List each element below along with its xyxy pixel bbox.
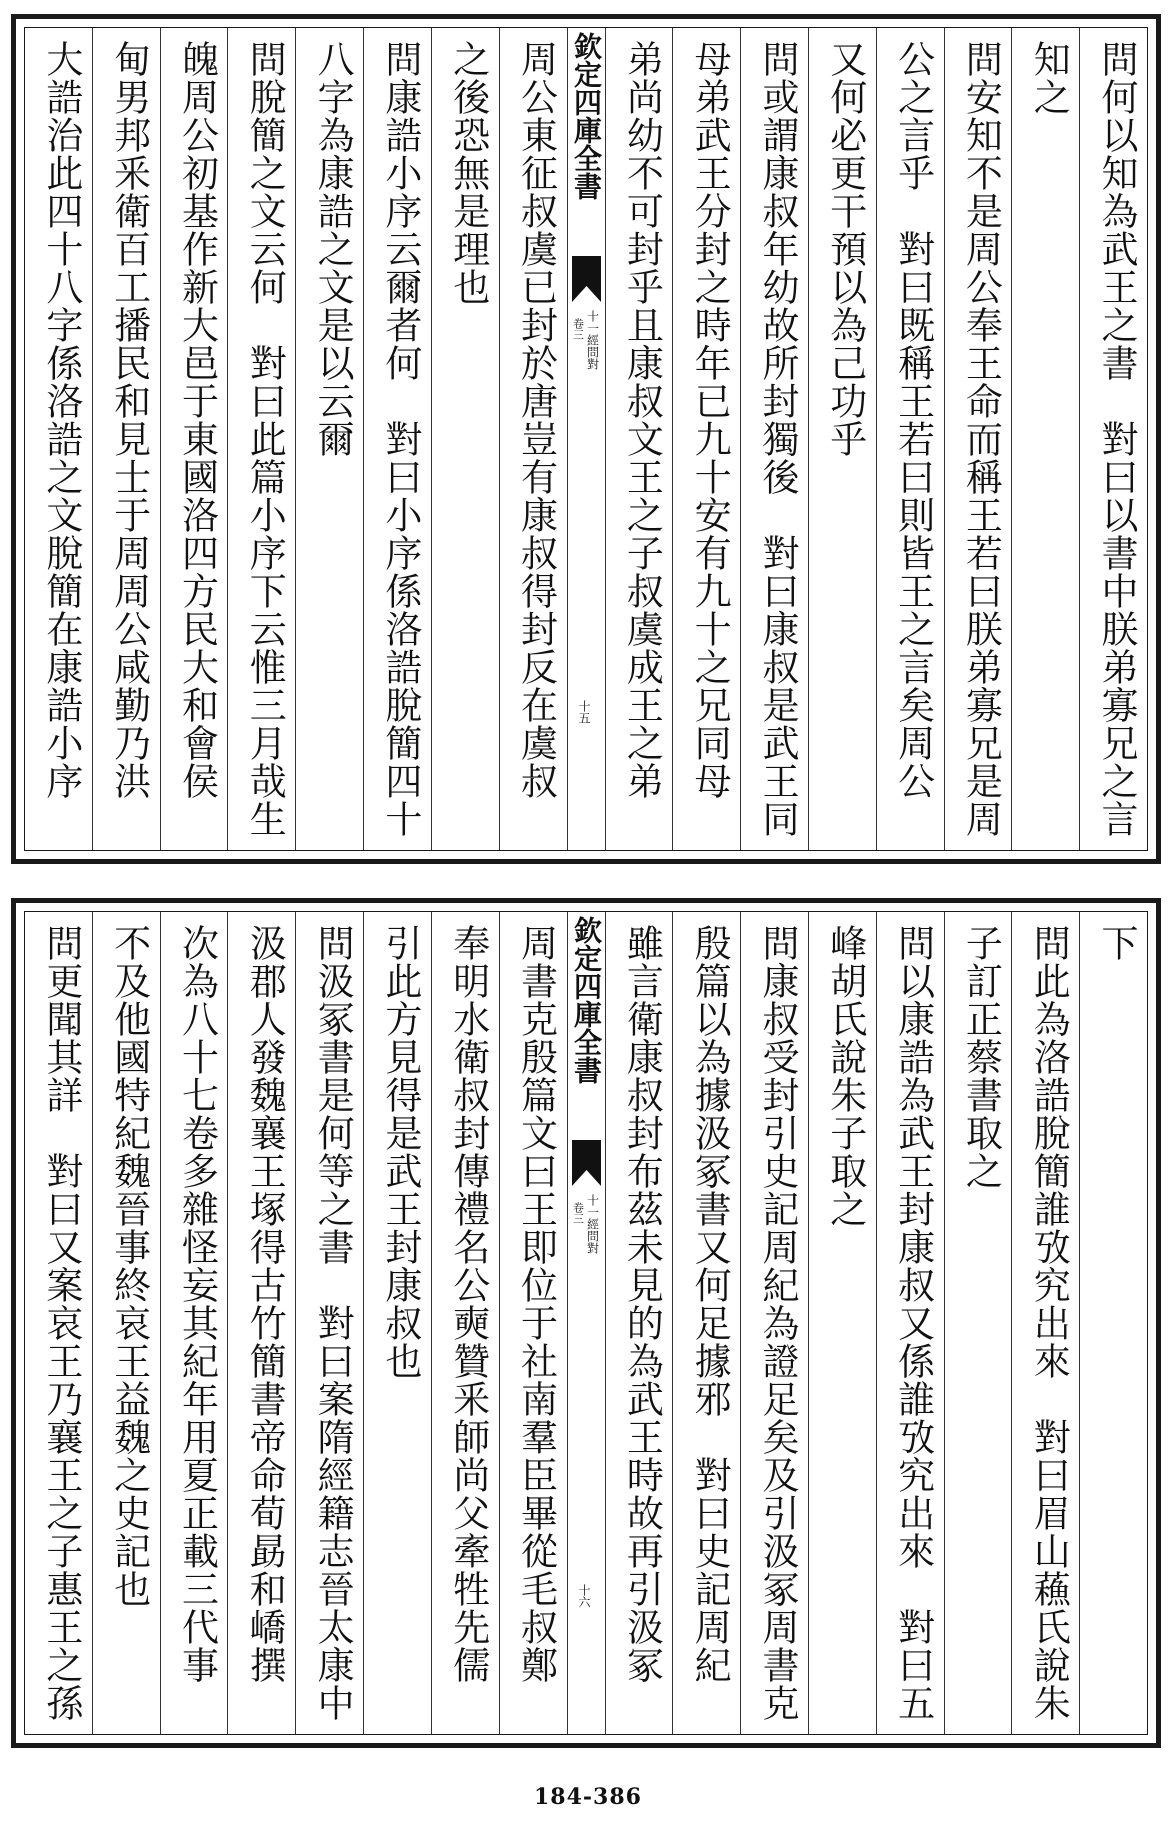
fishtail-mark-icon [572, 256, 601, 302]
text-column: 問此為洛誥脫簡誰攷究出來 對曰眉山蘓氏說朱 [1012, 912, 1080, 1734]
text-frame [24, 27, 1148, 851]
text-column: 不及他國特紀魏晉事終哀王益魏之史記也 [93, 912, 161, 1734]
text-column: 弟尚幼不可封乎且康叔文王之子叔虞成王之弟 [606, 28, 674, 850]
page-half-top [11, 14, 1161, 864]
text-column: 大誥治此四十八字係洛誥之文脫簡在康誥小序 [25, 28, 93, 850]
text-column: 峰胡氏說朱子取之 [809, 912, 877, 1734]
page-number: 184-386 [534, 1784, 642, 1810]
text-column: 周公東征叔虞已封於唐豈有康叔得封反在虞叔 [500, 28, 568, 850]
text-column: 母弟武王分封之時年已九十安有九十之兄同母 [673, 28, 741, 850]
text-column: 問以康誥為武王封康叔又係誰攷究出來 對曰五 [877, 912, 945, 1734]
text-column: 引此方見得是武王封康叔也 [364, 912, 432, 1734]
text-column: 問安知不是周公奉王命而稱王若曰朕弟寡兄是周 [945, 28, 1013, 850]
text-column: 汲郡人發魏襄王塚得古竹簡書帝命荀勗和嶠撰 [228, 912, 296, 1734]
text-column: 公之言乎 對曰既稱王若曰則皆王之言矣周公 [877, 28, 945, 850]
text-frame [24, 911, 1148, 1735]
text-column: 問或謂康叔年幼故所封獨後 對曰康叔是武王同 [741, 28, 809, 850]
text-column: 下 [1095, 924, 1138, 962]
center-fold-column [568, 912, 606, 1734]
book-title: 欽定四庫全書 [570, 916, 603, 1084]
leaf-number: 十五 [577, 700, 591, 724]
text-column: 子訂正蔡書取之 [945, 912, 1013, 1734]
text-column: 奉明水衛叔封傳禮名公奭贊釆師尚父牽牲先儒 [432, 912, 500, 1734]
page-half-bottom [11, 898, 1161, 1748]
text-column: 雖言衛康叔封布茲未見的為武王時故再引汲冢 [606, 912, 674, 1734]
fishtail-mark-icon [572, 1140, 601, 1186]
text-column: 殷篇以為據汲冢書又何足據邪 對曰史記周紀 [673, 912, 741, 1734]
text-column: 之後恐無是理也 [432, 28, 500, 850]
text-column: 八字為康誥之文是以云爾 [296, 28, 364, 850]
text-column: 次為八十七卷多雜怪妄其紀年用夏正載三代事 [161, 912, 229, 1734]
section-label: 十一經問對 [585, 310, 600, 370]
text-column: 問康叔受封引史記周紀為證足矣及引汲冢周書克 [741, 912, 809, 1734]
book-title: 欽定四庫全書 [570, 32, 603, 200]
text-column: 甸男邦釆衛百工播民和見士于周周公咸勤乃洪 [93, 28, 161, 850]
section-label: 十一經問對 [585, 1194, 600, 1254]
text-column: 又何必更干預以為己功乎 [809, 28, 877, 850]
volume-label: 卷三 [571, 318, 585, 340]
text-column: 魄周公初基作新大邑于東國洛四方民大和會侯 [161, 28, 229, 850]
text-column: 問脫簡之文云何 對曰此篇小序下云惟三月哉生 [228, 28, 296, 850]
text-column: 問康誥小序云爾者何 對曰小序係洛誥脫簡四十 [364, 28, 432, 850]
text-column: 問更聞其詳 對曰又案哀王乃襄王之子惠王之孫 [25, 912, 93, 1734]
center-fold-column [568, 28, 606, 850]
text-column: 周書克殷篇文曰王即位于社南羣臣畢從毛叔鄭 [500, 912, 568, 1734]
leaf-number: 十六 [577, 1584, 591, 1608]
volume-label: 卷三 [571, 1202, 585, 1224]
text-column: 問何以知為武王之書 對曰以書中朕弟寡兄之言 [1095, 40, 1138, 838]
text-column: 問汲冢書是何等之書 對曰案隋經籍志晉太康中 [296, 912, 364, 1734]
text-column: 知之 [1012, 28, 1080, 850]
